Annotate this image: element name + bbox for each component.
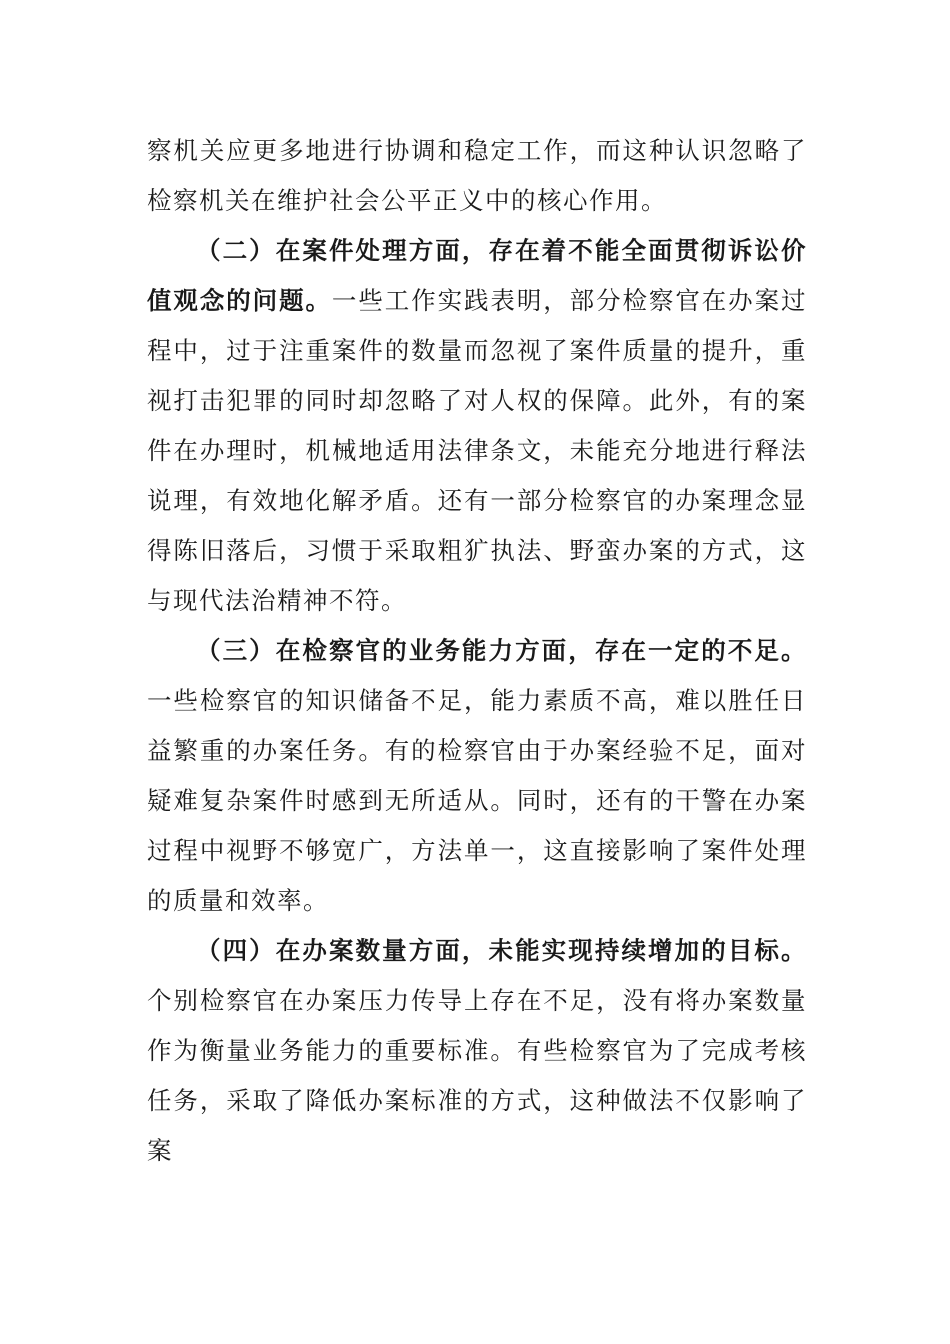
paragraph-text: 一些工作实践表明，部分检察官在办案过程中，过于注重案件的数量而忽视了案件质量的提升，重视打击犯罪的同时却忽略了对人权的保障。此外，有的案件在办理时，机械地适用法律条文，未能充分地进行释法说理，有效地化解矛盾。还有一部分检察官的办案理念显得陈旧落后，习惯于采取粗犷执法、野蛮办案的方式，这与现代法治精神不符。: [147, 286, 808, 615]
paragraph-continuation: [147, 126, 807, 226]
paragraph-section-3: [147, 626, 807, 926]
paragraph-text: 个别检察官在办案压力传导上存在不足，没有将办案数量作为衡量业务能力的重要标准。有些检察官为了完成考核任务，采取了降低办案标准的方式，这种做法不仅影响了案: [147, 986, 807, 1165]
section-heading: （四）在办案数量方面，未能实现持续增加的目标。: [196, 936, 807, 965]
section-heading: （二）在案件处理方面，存在着不能全面贯彻诉讼价值观念的问题。: [147, 236, 807, 315]
paragraph-text: 察机关应更多地进行协调和稳定工作，而这种认识忽略了检察机关在维护社会公平正义中的核心作用。: [147, 136, 807, 215]
paragraph-section-4: [147, 926, 807, 1176]
paragraph-section-2: [147, 226, 807, 626]
document-body: [147, 126, 807, 1176]
paragraph-text: 一些检察官的知识储备不足，能力素质不高，难以胜任日益繁重的办案任务。有的检察官由于办案经验不足，面对疑难复杂案件时感到无所适从。同时，还有的干警在办案过程中视野不够宽广，方法单一，这直接影响了案件处理的质量和效率。: [147, 686, 807, 915]
section-heading: （三）在检察官的业务能力方面，存在一定的不足。: [196, 636, 807, 665]
